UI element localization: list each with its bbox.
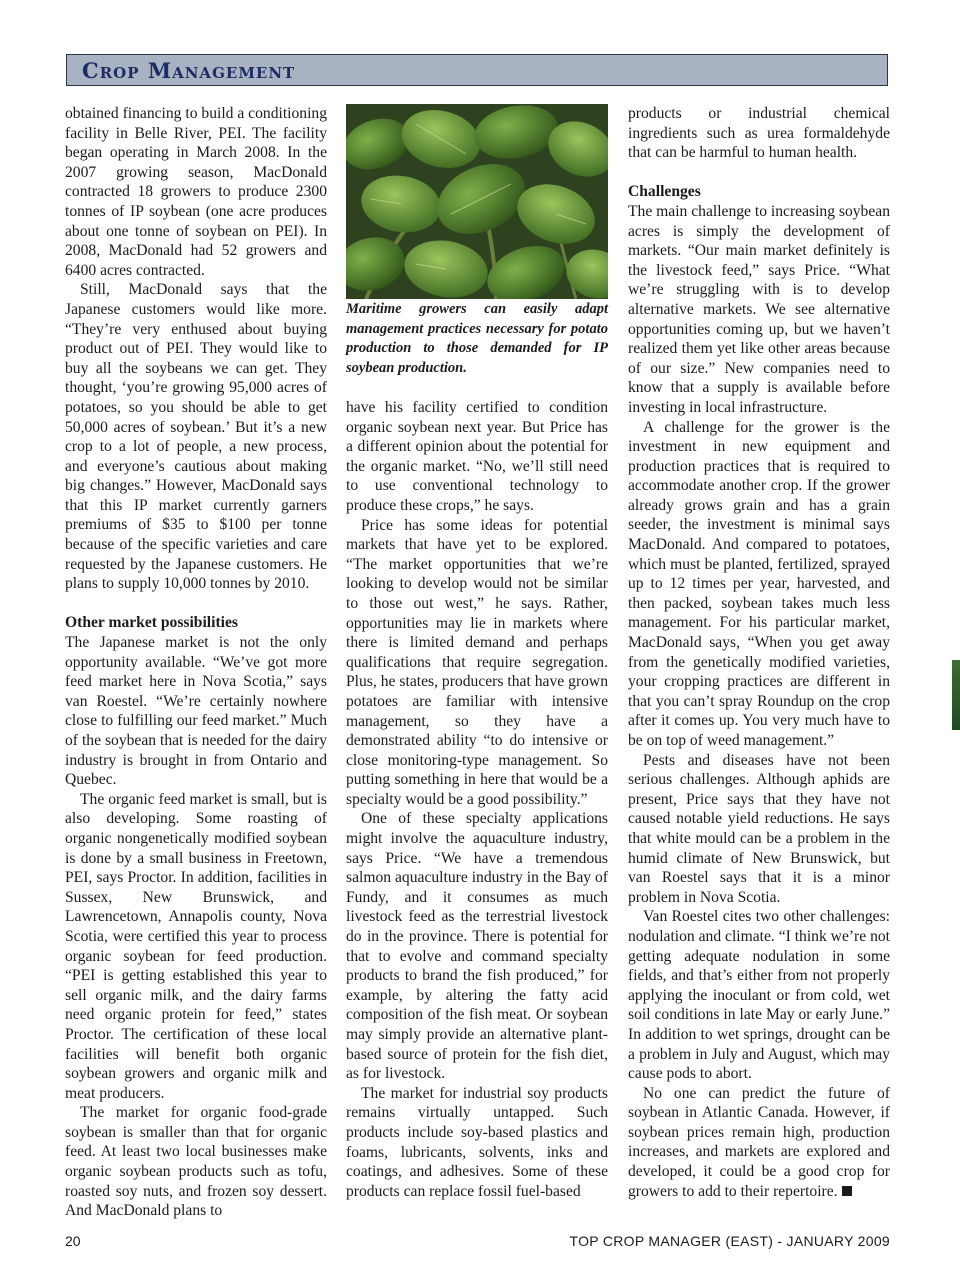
paragraph-final bbox=[628, 1084, 890, 1202]
article-column-1 bbox=[65, 104, 327, 1221]
soybean-plant-photo bbox=[346, 104, 608, 299]
final-paragraph-text: No one can predict the future of soybean in Atlantic Canada. However, if soybean prices remain high, production increases, and markets are explored and developed, it could be a good crop for growers to add to their repertoire. bbox=[628, 1084, 890, 1200]
paragraph: products or industrial chemical ingredients such as urea formaldehyde that can be harmful to human health. bbox=[628, 105, 890, 162]
paragraph: Price has some ideas for potential markets that have yet to be explored. “The market opportunities that we’re looking to develop would not be similar to those out west,” he says. Rather, opportunities may lie in markets where there is limited demand and perhaps qualifications that require segregation. Plus, he states, producers that have grown potatoes are familiar with intensive management, so they have a demonstrated ability “to do intensive or close monitoring-type management. So putting something in here that would be a specialty would be a good possibility.” bbox=[346, 516, 608, 808]
section-title: Crop Management bbox=[82, 58, 296, 83]
article-column-2 bbox=[346, 398, 608, 1201]
page-number: 20 bbox=[65, 1233, 81, 1249]
magazine-issue-footer: TOP CROP MANAGER (EAST) - JANUARY 2009 bbox=[569, 1233, 890, 1249]
section-header-bar bbox=[66, 54, 888, 86]
paragraph: One of these specialty applications might involve the aquaculture industry, says Price. “We have a tremendous salmon aquaculture industry in the Bay of Fundy, and it consumes as much livestock feed as the terrestrial livestock do in the province. There is potential for that to evolve and command specialty products to brand the fish produced,” for example, by altering the fatty acid composition of the fish meat. Or soybean may simply provide an alternative plant-based source of protein for the fish diet, as for livestock. bbox=[346, 810, 608, 1083]
end-of-article-icon bbox=[842, 1186, 852, 1196]
paragraph: The market for industrial soy products remains virtually untapped. Such products include soy-based plastics and foams, lubricants, solvents, inks and coatings, and adhesives. Some of these products can replace fossil fuel-based bbox=[346, 1084, 608, 1200]
photo-caption: Maritime growers can easily adapt management practices necessary for potato production to those demanded for IP soybean production. bbox=[346, 301, 608, 376]
subheading-challenges: Challenges bbox=[628, 183, 701, 201]
paragraph: The market for organic food-grade soybean is smaller than that for organic feed. At least two local businesses make organic soybean products such as tofu, roasted soy nuts, and frozen soy dessert. And MacDonald plans to bbox=[65, 1104, 327, 1220]
paragraph: The Japanese market is not the only opportunity available. “We’ve got more feed market here in Nova Scotia,” says van Roestel. “We’re certainly nowhere close to fulfilling our feed market.” Much of the soybean that is needed for the dairy industry is brought in from Ontario and Quebec. bbox=[65, 634, 327, 789]
paragraph: A challenge for the grower is the investment in new equipment and production practices that is required to accommodate another crop. If the grower already grows grain and has a grain seeder, the investment is minimal says MacDonald. And compared to potatoes, which must be planted, fertilized, sprayed up to 12 times per year, harvested, and then packed, soybean takes much less management. For his particular market, MacDonald says, “When you get away from the genetically modified varieties, your cropping practices are different in that you can’t spray Roundup on the crop after it comes up. You very much have to be on top of weed management.” bbox=[628, 418, 890, 749]
paragraph: The organic feed market is small, but is also developing. Some roasting of organic nongenetically modified soybean is done by a small business in Freetown, PEI, says Proctor. In addition, facilities in Sussex, New Brunswick, and Lawrencetown, Annapolis county, Nova Scotia, were certified this year to process organic soybean for feed production. “PEI is getting established this year to sell organic milk, and the dairy farms need organic protein for feed,” states Proctor. The certification of these local facilities will benefit both organic soybean growers and organic milk and meat producers. bbox=[65, 790, 327, 1102]
paragraph: The main challenge to increasing soybean acres is simply the development of markets. “Our main market definitely is the livestock feed,” says Price. “What we’re struggling with is to develop alternative markets. We see alternative opportunities coming up, but we haven’t realized them yet like other areas because of our size.” New companies need to know that a supply is available before investing in local infrastructure. bbox=[628, 202, 890, 416]
paragraph: Van Roestel cites two other challenges: nodulation and climate. “I think we’re not getting adequate nodulation in some fields, and that’s either from not properly applying the inoculant or from cold, wet soil conditions in late May or early June.” In addition to wet springs, drought can be a problem in July and August, which may cause pods to abort. bbox=[628, 908, 890, 1083]
page-edge-decoration bbox=[952, 660, 960, 730]
paragraph: Still, MacDonald says that the Japanese customers would like more. “They’re very enthused about buying product out of PEI. They would like to buy all the soybeans we can get. They thought, ‘you’re growing 95,000 acres of potatoes, so you should be able to get 50,000 acres of soybean.’ But it’s a new crop to a lot of people, a new process, and everyone’s cautious about making big changes.” However, MacDonald says that this IP market currently garners premiums of $35 to $100 per tonne because of the specific varieties and care requested by the Japanese customers. He plans to supply 10,000 tonnes by 2010. bbox=[65, 281, 327, 593]
paragraph: Pests and diseases have not been serious challenges. Although aphids are present, Price says that they have not caused notable yield reductions. He says that white mould can be a problem in the humid climate of New Brunswick, but van Roestel says that it is a minor problem in Nova Scotia. bbox=[628, 751, 890, 906]
paragraph: obtained financing to build a conditioning facility in Belle River, PEI. The facility began operating in March 2008. In the 2007 growing season, MacDonald contracted 18 growers to produce 2300 tonnes of IP soybean (one acre produces about one tonne of soybean on PEI). In 2008, MacDonald had 52 growers and 6400 acres contracted. bbox=[65, 105, 328, 279]
paragraph: have his facility certified to condition organic soybean next year. But Price has a different opinion about the potential for the organic market. “No, we’ll still need to use conventional technology to produce these crops,” he says. bbox=[346, 399, 608, 514]
subheading-other-markets: Other market possibilities bbox=[65, 614, 238, 632]
article-column-3 bbox=[628, 104, 890, 1201]
